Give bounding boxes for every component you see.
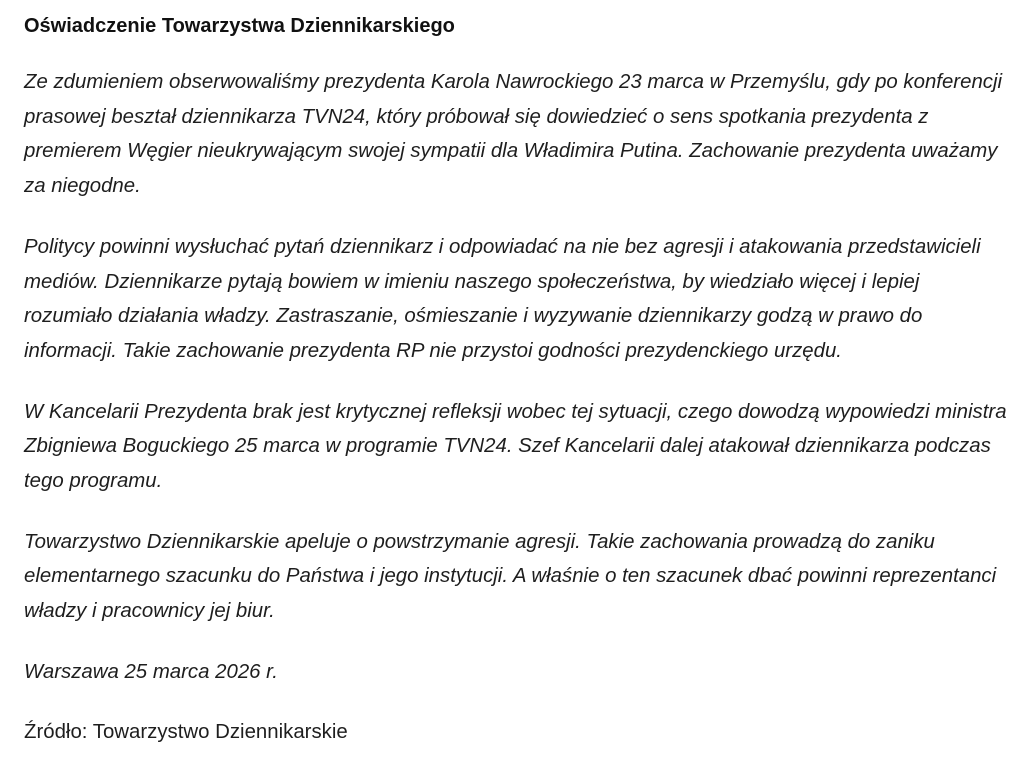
- statement-source-line: Źródło: Towarzystwo Dziennikarskie: [24, 720, 348, 743]
- statement-date-line: Warszawa 25 marca 2026 r.: [24, 660, 278, 683]
- statement-paragraph-4: Towarzystwo Dziennikarskie apeluje o powstrzymanie agresji. Takie zachowania prowadzą do zaniku elementarnego szacunku do Państwa i jego instytucji. A właśnie o ten szacunek dbać powinni reprezentanci władzy i pracownicy jej biur.: [24, 530, 997, 623]
- statement-paragraph-2: Politycy powinni wysłuchać pytań dziennikarz i odpowiadać na nie bez agresji i atakowania przedstawicieli mediów. Dziennikarze pytają bowiem w imieniu naszego społeczeństwa, by wiedziało więcej i lepiej rozumiało działania władzy. Zastraszanie, ośmieszanie i wyzywanie dziennikarzy godzą w prawo do informacji. Takie zachowanie prezydenta RP nie przystoi godności prezydenckiego urzędu.: [24, 235, 981, 362]
- statement-paragraph-3: W Kancelarii Prezydenta brak jest krytycznej refleksji wobec tej sytuacji, czego dowodzą wypowiedzi ministra Zbigniewa Boguckiego 25 marca w programie TVN24. Szef Kancelarii dalej atakował dziennikarza podczas tego programu.: [24, 400, 1007, 493]
- statement-title: Oświadczenie Towarzystwa Dziennikarskiego: [24, 15, 455, 37]
- statement-paragraph-1: Ze zdumieniem obserwowaliśmy prezydenta Karola Nawrockiego 23 marca w Przemyślu, gdy po konferencji prasowej beształ dziennikarza TVN24, który próbował się dowiedzieć o sens spotkania prezydenta z premierem Węgier nieukrywającym swojej sympatii dla Władimira Putina. Zachowanie prezydenta uważamy za niegodne.: [24, 71, 1003, 198]
